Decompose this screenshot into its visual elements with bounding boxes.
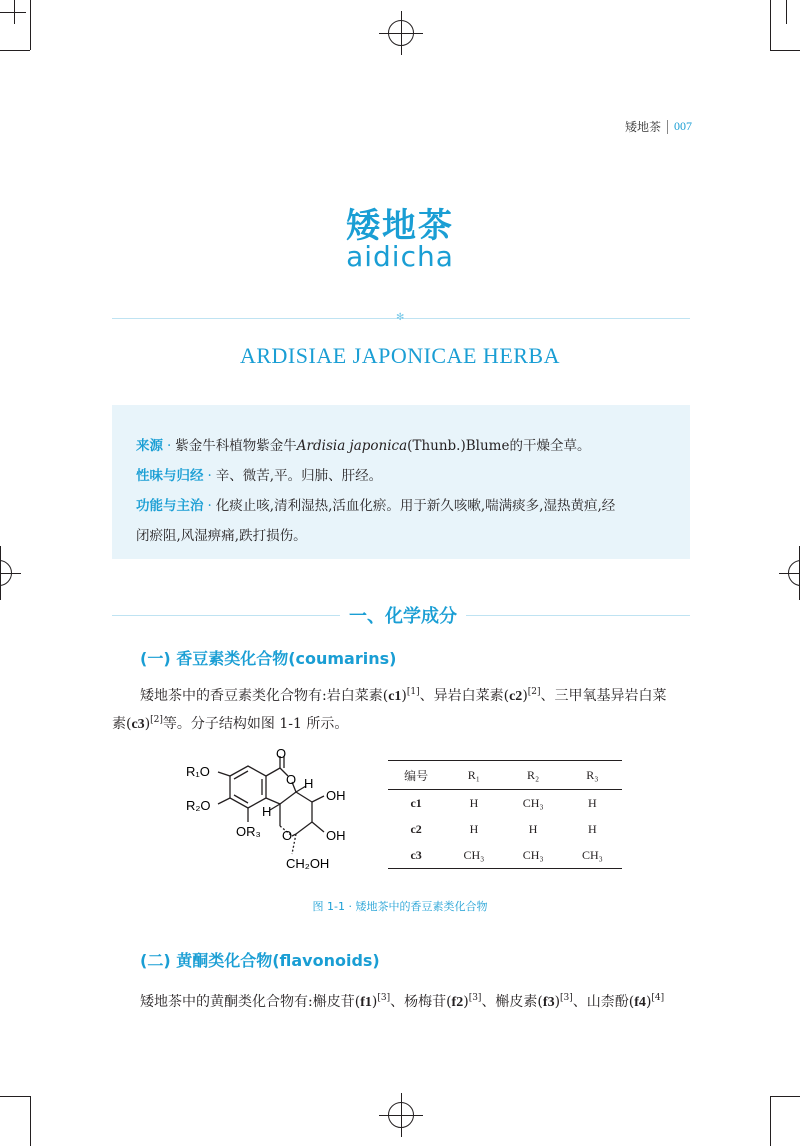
- label-carbonyl-o: O: [276, 748, 287, 761]
- citation: [3]: [377, 993, 391, 1003]
- subsection-title-flavonoids: (二) 黄酮类化合物(flavonoids): [140, 951, 380, 970]
- source-authority: (Thunb.)Blume的干燥全草。: [407, 438, 591, 454]
- label-r2o: R₂O: [186, 798, 211, 813]
- citation: [1]: [406, 687, 420, 697]
- latin-name: ARDISIAE JAPONICAE HERBA: [239, 343, 560, 368]
- label-or3: OR₃: [236, 824, 261, 839]
- bullet-dot-icon: ·: [207, 498, 212, 514]
- page-title-pinyin: aidicha: [346, 240, 454, 273]
- table-header-cell: R₁: [467, 767, 480, 782]
- running-head-title: 矮地茶: [624, 120, 661, 134]
- coumarin-paragraph: 矮地茶中的香豆素类化合物有:岩白菜素(c1)[1]、异岩白菜素(c2)[2]、三甲氧基异岩白菜: [140, 687, 667, 704]
- citation: [4]: [651, 993, 665, 1003]
- bergenin-structure-diagram: [180, 748, 370, 878]
- text: 矮地茶中的黄酮类化合物有:槲皮苷(: [140, 994, 361, 1010]
- nature-line: [136, 461, 668, 491]
- divider-ornament-icon: ✻: [396, 312, 405, 323]
- flavonoid-paragraph: 矮地茶中的黄酮类化合物有:槲皮苷(f1)[3]、杨梅苷(f2)[3]、槲皮素(f3)[3]、山柰酚(f4)[4]: [140, 993, 665, 1010]
- info-box: [112, 405, 690, 559]
- table-cell: CH₃: [463, 847, 485, 862]
- table-cell: c3: [410, 847, 422, 862]
- table-cell: H: [469, 795, 479, 810]
- label-oh-1: OH: [326, 788, 346, 803]
- running-head: [625, 118, 692, 135]
- text: 、杨梅苷(: [390, 994, 452, 1010]
- function-label: 功能与主治: [136, 498, 204, 514]
- table-cell: c1: [410, 795, 422, 810]
- table-header-cell: 编号: [404, 768, 429, 783]
- table-header-cell: R₂: [527, 767, 540, 782]
- table-header-cell: R₃: [586, 767, 599, 782]
- source-line: [136, 431, 668, 461]
- text: 、异岩白菜素(: [419, 688, 510, 704]
- table-bottom-rule: [388, 868, 622, 869]
- table-row: [388, 816, 622, 842]
- compound-id: c1: [388, 689, 402, 704]
- compound-id: f4: [634, 995, 646, 1010]
- table-header-row: [388, 761, 622, 789]
- section-rule-right: [466, 615, 690, 616]
- text: 矮地茶中的香豆素类化合物有:岩白菜素(: [140, 688, 389, 704]
- text: 、三甲氧基异岩白菜: [540, 688, 667, 704]
- section-rule-left: [112, 615, 340, 616]
- label-h-top: H: [304, 776, 314, 791]
- running-head-divider: [667, 120, 668, 134]
- table-cell: H: [469, 821, 479, 836]
- table-cell: c2: [410, 821, 422, 836]
- compound-id: f3: [542, 995, 555, 1010]
- bullet-dot-icon: ·: [207, 468, 212, 484]
- compound-id: c3: [131, 717, 145, 732]
- table-row: [388, 790, 622, 816]
- compound-id: f2: [451, 995, 464, 1010]
- source-label: 来源: [136, 438, 163, 454]
- citation: [3]: [560, 993, 573, 1003]
- label-pyran-o: O: [282, 828, 293, 843]
- table-cell: CH₃: [581, 847, 603, 862]
- table-cell: H: [588, 795, 597, 810]
- label-ch2oh: CH₂OH: [286, 856, 330, 871]
- substituent-table: [388, 760, 622, 869]
- citation: [3]: [468, 993, 482, 1003]
- label-oh-2: OH: [326, 828, 346, 843]
- citation: [2]: [150, 715, 163, 725]
- table-cell: CH₃: [522, 795, 544, 810]
- text: 、槲皮素(: [481, 994, 543, 1010]
- compound-id: f1: [360, 995, 372, 1010]
- nature-label: 性味与归经: [136, 468, 204, 484]
- text: 等。分子结构如图 1-1 所示。: [162, 716, 349, 732]
- table-cell: CH₃: [522, 847, 544, 862]
- subsection-title-coumarins: (一) 香豆素类化合物(coumarins): [140, 649, 397, 668]
- page-number: 007: [674, 119, 692, 133]
- bullet-dot-icon: ·: [167, 438, 172, 454]
- coumarin-paragraph-line2: 素(c3)[2]等。分子结构如图 1-1 所示。: [112, 715, 349, 732]
- label-lactone-o: O: [286, 772, 297, 787]
- species-name: Ardisia japonica: [296, 438, 408, 454]
- function-text: 化痰止咳,清利湿热,活血化瘀。用于新久咳嗽,喘满痰多,湿热黄疸,经: [215, 498, 616, 514]
- function-line-2: 闭瘀阻,风湿痹痛,跌打损伤。: [136, 528, 307, 544]
- label-r1o: R₁O: [186, 764, 210, 779]
- source-text: 紫金牛科植物紫金牛: [175, 438, 297, 454]
- citation: [2]: [527, 687, 541, 697]
- aromatic-ring: [230, 766, 266, 808]
- text: 、山柰酚(: [572, 994, 635, 1010]
- table-row: [388, 842, 622, 868]
- table-cell: H: [588, 821, 597, 836]
- table-cell: H: [528, 821, 538, 836]
- compound-id: c2: [509, 689, 523, 704]
- page-title-chinese: 矮地茶: [346, 206, 454, 246]
- nature-text: 辛、微苦,平。归肺、肝经。: [215, 468, 383, 484]
- figure-caption: 图 1-1 · 矮地茶中的香豆素类化合物: [312, 900, 488, 913]
- text: 素(: [112, 716, 132, 732]
- function-line: [136, 491, 668, 521]
- label-h-left: H: [262, 804, 272, 819]
- section-title: 一、化学成分: [349, 606, 457, 627]
